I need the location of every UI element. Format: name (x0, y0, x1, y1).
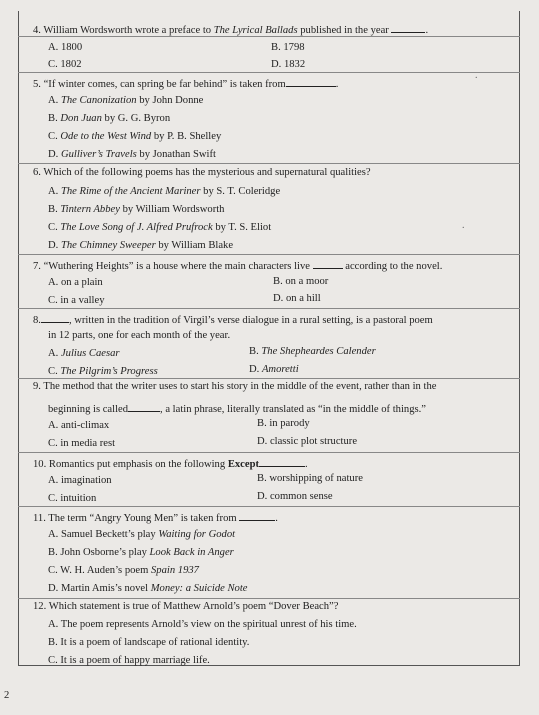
option: A. Julius Caesar (48, 348, 120, 359)
answer-blank (286, 76, 336, 87)
option: C. W. H. Auden’s poem Spain 1937 (48, 565, 199, 576)
answer-blank (128, 401, 160, 412)
row-rule (18, 506, 520, 507)
option: A. on a plain (48, 277, 103, 288)
answer-blank (259, 456, 305, 467)
option: D. common sense (257, 491, 333, 502)
row-rule (18, 308, 520, 309)
option: D. on a hill (273, 293, 321, 304)
question-9-line2 (48, 401, 426, 416)
option: C. 1802 (48, 59, 82, 70)
option: D. Gulliver’s Travels by Jonathan Swift (48, 149, 216, 160)
question-text-tail: according to the novel. (345, 261, 443, 272)
option: A. anti-climax (48, 420, 110, 431)
question-12: 12. Which statement is true of Matthew Arnold’s poem “Dover Beach”? (33, 601, 339, 612)
option: D. Martin Amis’s novel Money: a Suicide Note (48, 583, 248, 594)
question-emphasis: Except (227, 459, 259, 470)
row-rule (18, 378, 520, 379)
option: C. The Love Song of J. Alfred Prufrock by T. S. Eliot (48, 222, 272, 233)
question-text: 11. The term “Angry Young Men” is taken from (33, 513, 237, 524)
option: A. The Rime of the Ancient Mariner by S. T. Coleridge (48, 186, 281, 197)
question-number: 8. (33, 315, 41, 326)
page-number: 2 (4, 690, 10, 701)
question-8 (33, 312, 433, 327)
question-11: 11. The term “Angry Young Men” is taken from . (33, 510, 278, 525)
option: C. Ode to the West Wind by P. B. Shelley (48, 131, 222, 142)
question-text: 4. William Wordsworth wrote a preface to The Lyrical Ballads published in the year (33, 25, 389, 36)
option: D. 1832 (271, 59, 306, 70)
option: B. on a moor (273, 276, 329, 287)
question-text: 7. “Wuthering Heights” is a house where the main characters live (33, 261, 310, 272)
option: C. intuition (48, 493, 97, 504)
question-text: , a latin phrase, literally translated as “in the middle of things.” (160, 404, 426, 415)
option: A. Samuel Beckett’s play Waiting for Godot (48, 529, 236, 540)
answer-blank (391, 22, 425, 33)
question-text: beginning is called (48, 404, 129, 415)
question-text: , written in the tradition of Virgil’s verse dialogue in a rural setting, is a pastoral poem (68, 315, 433, 326)
row-rule (18, 163, 520, 164)
question-text: 5. “If winter comes, can spring be far behind” is taken from (33, 79, 286, 90)
option: B. in parody (257, 418, 310, 429)
question-8-line2: in 12 parts, one for each month of the year. (48, 330, 231, 341)
option: A. imagination (48, 475, 112, 486)
question-10: 10. Romantics put emphasis on the following Except . (33, 456, 308, 471)
answer-blank (313, 258, 343, 269)
question-5: 5. “If winter comes, can spring be far behind” is taken from . (33, 76, 338, 91)
row-rule (18, 452, 520, 453)
row-rule (18, 72, 520, 73)
question-7 (33, 258, 442, 273)
option: B. 1798 (271, 42, 305, 53)
option: D. Amoretti (249, 364, 299, 375)
answer-blank (41, 312, 69, 323)
question-text: 10. Romantics put emphasis on the following (33, 459, 226, 470)
option: B. Don Juan by G. G. Byron (48, 113, 171, 124)
option: B. The Shepheardes Calender (249, 346, 376, 357)
option: A. The poem represents Arnold’s view on the spiritual unrest of his time. (48, 619, 357, 630)
question-4: 4. William Wordsworth wrote a preface to The Lyrical Ballads published in the year . (33, 22, 428, 37)
option: D. The Chimney Sweeper by William Blake (48, 240, 234, 251)
option: C. in media rest (48, 438, 116, 449)
answer-blank (239, 510, 275, 521)
option: B. John Osborne’s play Look Back in Anger (48, 547, 234, 558)
option: C. The Pilgrim’s Progress (48, 366, 158, 377)
option: C. in a valley (48, 295, 105, 306)
option: C. It is a poem of happy marriage life. (48, 655, 210, 666)
option: A. 1800 (48, 42, 83, 53)
option: B. It is a poem of landscape of rational identity. (48, 637, 250, 648)
question-9: 9. The method that the writer uses to start his story in the middle of the event, rather than in the (33, 381, 437, 392)
option: B. worshipping of nature (257, 473, 363, 484)
row-rule (18, 598, 520, 599)
option: A. The Canonization by John Donne (48, 95, 204, 106)
option: B. Tintern Abbey by William Wordsworth (48, 204, 225, 215)
scan-speck: . (475, 70, 478, 81)
question-6: 6. Which of the following poems has the mysterious and supernatural qualities? (33, 167, 371, 178)
option: D. classic plot structure (257, 436, 358, 447)
scan-speck: . (462, 220, 465, 231)
row-rule (18, 254, 520, 255)
